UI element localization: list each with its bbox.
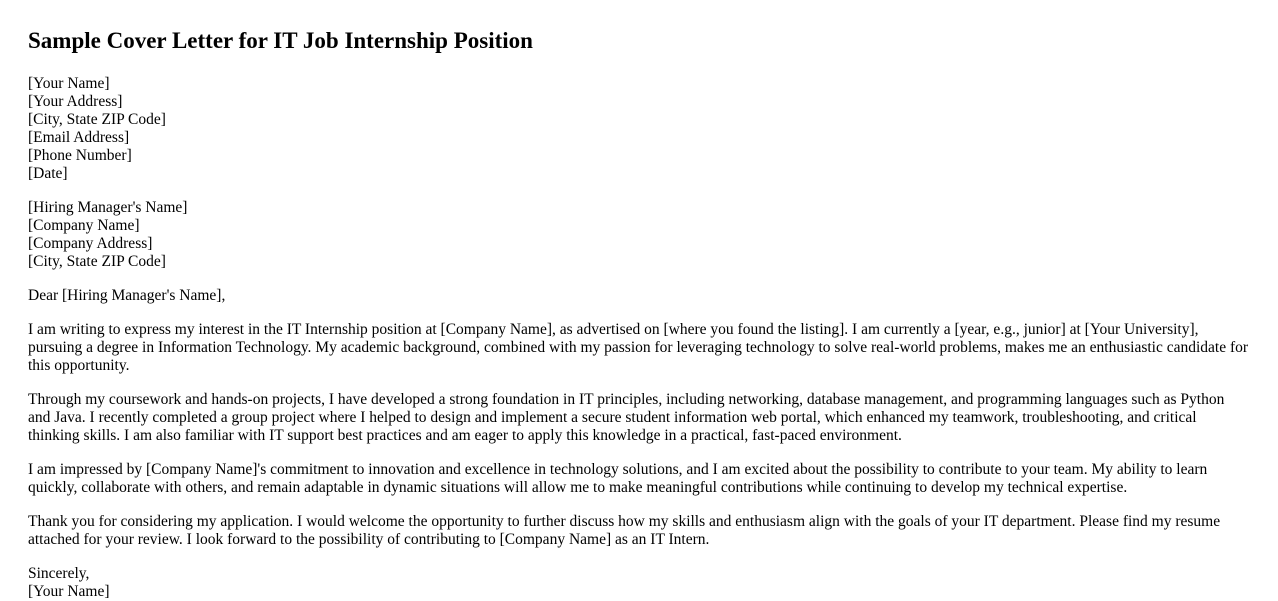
closing-block [28, 565, 1250, 601]
sender-phone: [Phone Number] [28, 147, 132, 164]
body-paragraph-2: Through my coursework and hands-on projects, I have developed a strong foundation in IT principles, including networking, database management, and programming languages such as Python and Java. I recently completed a group project where I helped to design and implement a secure student information web portal, which enhanced my teamwork, troubleshooting, and critical thinking skills. I am also familiar with IT support best practices and am eager to apply this knowledge in a practical, fast-paced environment. [28, 391, 1225, 444]
body-paragraph-4: Thank you for considering my application. I would welcome the opportunity to further discuss how my skills and enthusiasm align with the goals of your IT department. Please find my resume attached for your review. I look forward to the possibility of contributing to [Company Name] as an IT Intern. [28, 513, 1221, 548]
recipient-address: [Company Address] [28, 235, 153, 252]
recipient-address-block [28, 199, 1250, 271]
sender-city-state-zip: [City, State ZIP Code] [28, 111, 166, 128]
sender-address-block [28, 75, 1250, 183]
recipient-city-state-zip: [City, State ZIP Code] [28, 253, 166, 270]
signature-name: [Your Name] [28, 583, 110, 600]
sender-email: [Email Address] [28, 129, 130, 146]
sender-name: [Your Name] [28, 75, 110, 92]
valediction: Sincerely, [28, 565, 90, 582]
sender-address: [Your Address] [28, 93, 123, 110]
recipient-manager: [Hiring Manager's Name] [28, 199, 188, 216]
body-paragraph-1: I am writing to express my interest in the IT Internship position at [Company Name], as advertised on [where you found the listing]. I am currently a [year, e.g., junior] at [Your University], pursuing a degree in Information Technology. My academic background, combined with my passion for leveraging technology to solve real-world problems, makes me an enthusiastic candidate for this opportunity. [28, 321, 1249, 374]
recipient-company: [Company Name] [28, 217, 140, 234]
page-title: Sample Cover Letter for IT Job Internship Position [28, 28, 533, 53]
body-paragraph-3: I am impressed by [Company Name]'s commitment to innovation and excellence in technology solutions, and I am excited about the possibility to contribute to your team. My ability to learn quickly, collaborate with others, and remain adaptable in dynamic situations will allow me to make meaningful contributions while continuing to develop my technical expertise. [28, 461, 1208, 496]
salutation: Dear [Hiring Manager's Name], [28, 287, 226, 304]
letter-date: [Date] [28, 165, 68, 182]
